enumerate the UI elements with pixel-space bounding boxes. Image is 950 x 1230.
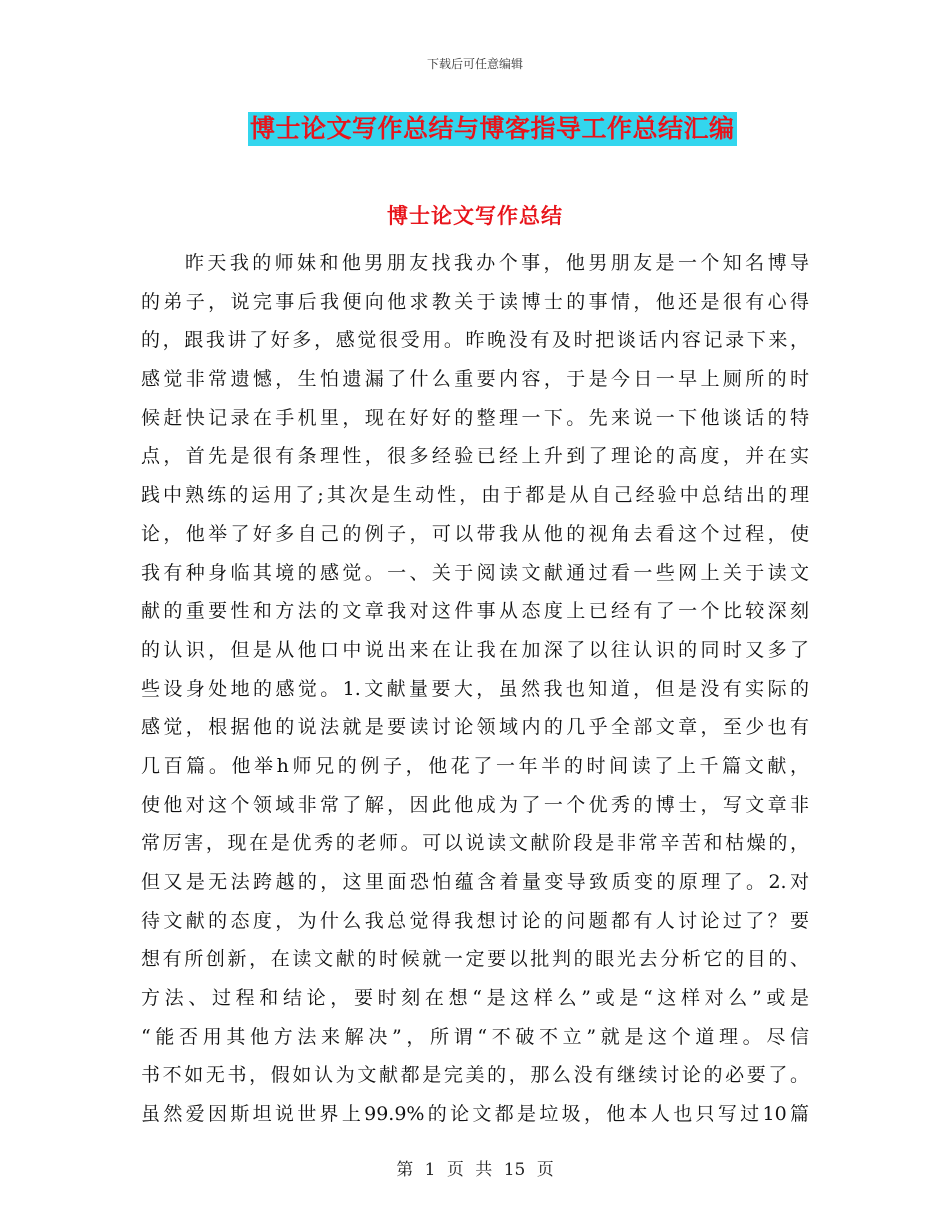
body-line: 方法、过程和结论，要时刻在想“是这样么”或是“这样对么”或是 [141,987,809,1010]
body-line: 虽然爱因斯坦说世界上99.9%的论文都是垃圾，他本人也只写过10篇 [141,1103,809,1126]
body-line: 点，首先是很有条理性，很多经验已经上升到了理论的高度，并在实 [141,445,809,468]
body-line: 践中熟练的运用了;其次是生动性，由于都是从自己经验中总结出的理 [141,484,809,507]
body-line: 书不如无书，假如认为文献都是完美的，那么没有继续讨论的必要了。 [141,1064,809,1087]
body-line: 但又是无法跨越的，这里面恐怕蕴含着量变导致质变的原理了。2.对 [141,871,809,893]
body-line: 常厉害，现在是优秀的老师。可以说读文献阶段是非常辛苦和枯燥的， [141,832,809,855]
body-line: 使他对这个领域非常了解，因此他成为了一个优秀的博士，写文章非 [141,793,809,816]
body-line: 感觉，根据他的说法就是要读讨论领域内的几乎全部文章，至少也有 [141,716,809,739]
section-title: 博士论文写作总结 [387,203,563,228]
body-line: 的，跟我讲了好多，感觉很受用。昨晚没有及时把谈话内容记录下来， [141,329,809,352]
body-paragraph [141,244,809,1134]
body-line: 昨天我的师妹和他男朋友找我办个事，他男朋友是一个知名博导 [185,252,809,274]
body-line: 待文献的态度，为什么我总觉得我想讨论的问题都有人讨论过了？要 [141,909,809,932]
body-line: 些设身处地的感觉。1.文献量要大，虽然我也知道，但是没有实际的 [141,677,809,700]
body-line: 候赶快记录在手机里，现在好好的整理一下。先来说一下他谈话的特 [141,406,809,429]
body-line: 我有种身临其境的感觉。一、关于阅读文献通过看一些网上关于读文 [141,561,809,584]
body-line: 几百篇。他举h师兄的例子，他花了一年半的时间读了上千篇文献， [141,754,809,777]
body-line: 想有所创新，在读文献的时候就一定要以批判的眼光去分析它的目的、 [141,948,809,971]
body-line: 的认识，但是从他口中说出来在让我在加深了以往认识的同时又多了 [141,638,809,661]
body-line: 献的重要性和方法的文章我对这件事从态度上已经有了一个比较深刻 [141,600,809,623]
body-line: 论，他举了好多自己的例子，可以带我从他的视角去看这个过程，使 [141,522,809,545]
document-title: 博士论文写作总结与博客指导工作总结汇编 [248,112,737,146]
page-footer: 第 1 页 共 15 页 [396,1160,554,1180]
body-line: 的弟子，说完事后我便向他求教关于读博士的事情，他还是很有心得 [141,290,809,313]
body-line: 感觉非常遗憾，生怕遗漏了什么重要内容，于是今日一早上厕所的时 [141,368,809,391]
body-line: “能否用其他方法来解决”，所谓“不破不立”就是这个道理。尽信 [141,1025,809,1048]
header-note: 下载后可任意编辑 [426,57,523,71]
